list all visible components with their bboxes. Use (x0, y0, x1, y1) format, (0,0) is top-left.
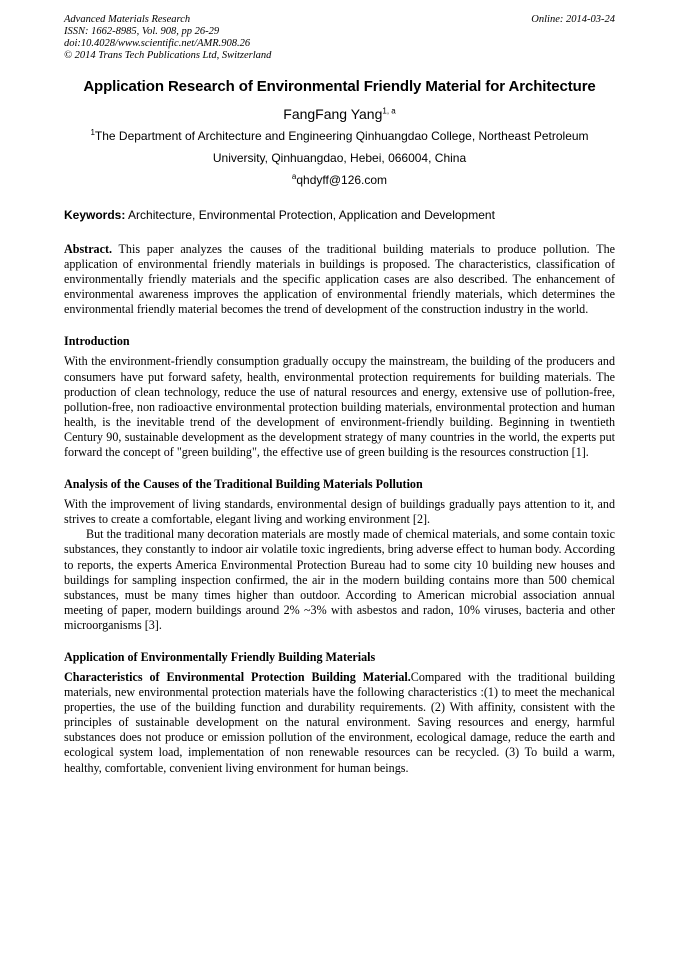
online-date: Online: 2014-03-24 (531, 14, 615, 25)
introduction-paragraph: With the environment-friendly consumption gradually occupy the mainstream, the building of the producers and consumers have put forward safety, health, environmental protection requirements for building materials. The production of clean technology, reduce the use of natural resources and energy, extensive use of pollution-free, pollution-free, non radioactive environmental protection building materials, environmental protection and human health, is the inevitable trend of the development of environment-friendly building. Beginning in twentieth Century 90, sustainable development as the development strategy of many countries in the world, the experts put forward the concept of "green building", the effective use of green building is the resources construction [1]. (64, 354, 615, 460)
paper-title: Application Research of Environmental Friendly Material for Architecture (83, 78, 596, 95)
journal-header (64, 14, 615, 64)
abstract (64, 242, 615, 317)
affiliation-line-2: University, Qinhuangdao, Hebei, 066004, China (212, 151, 467, 165)
email-line (64, 171, 615, 189)
characteristics-paragraph (64, 670, 615, 776)
author-name: FangFang Yang (283, 106, 383, 122)
abstract-label: Abstract. (64, 242, 113, 256)
abstract-text: This paper analyzes the causes of the traditional building materials to produce pollution. The application of environmental friendly materials in buildings is proposed. The characteristics, classification of environmentally friendly materials and the specific application cases are also described. The enhancement of environmental awareness improves the application of environmental friendly materials, which determines the environmental friendly material becomes the trend of development of the construction industry in the world. (64, 242, 615, 317)
email-address: qhdyff@126.com (296, 173, 388, 187)
author-line (64, 105, 615, 123)
affiliation-line-1 (64, 125, 615, 147)
characteristics-label: Characteristics of Environmental Protection Building Material. (64, 669, 411, 684)
section-heading-introduction: Introduction (64, 334, 130, 349)
doi-line: doi:10.4028/www.scientific.net/AMR.908.26 (64, 38, 251, 49)
email-superscript: a (291, 172, 297, 181)
keywords (64, 207, 615, 223)
section-heading-application: Application of Environmentally Friendly Building Materials (64, 649, 376, 664)
affiliation-superscript: 1 (90, 128, 95, 137)
section-heading-causes: Analysis of the Causes of the Traditional Building Materials Pollution (64, 477, 423, 492)
journal-name: Advanced Materials Research (64, 14, 191, 25)
causes-paragraph-1: With the improvement of living standards, environmental design of buildings gradually pays attention to it, and strives to create a comfortable, elegant living and working environment [2]. (64, 497, 615, 527)
paper-page (64, 14, 615, 776)
characteristics-text: Compared with the traditional building materials, new environmental protection materials have the following characteristics :(1) to meet the mechanical properties, the use of the building function and durability requirements. (2) With affinity, consistent with the principles of sustainable development on the natural environment. Saving resources and energy, harmful substances does not produce or emission pollution of the environment, ecological damage, reduce the earth and ecological system load, implementation of non renewable resources can be recycled. (3) To build a warm, healthy, comfortable, convenient living environment for human beings. (64, 669, 616, 775)
keywords-text: Architecture, Environmental Protection, Application and Development (125, 208, 495, 222)
keywords-label: Keywords: (64, 208, 126, 222)
issn-line: ISSN: 1662-8985, Vol. 908, pp 26-29 (64, 26, 220, 37)
causes-paragraph-2: But the traditional many decoration materials are mostly made of chemical materials, and some contain toxic substances, they constantly to indoor air volatile toxic ingredients, bring adverse effect to human body. According to reports, the experts America Environmental Protection Bureau had to some city 10 building new houses and buildings for sampling inspection confirmed, the air in the modern building contains more than 500 chemical substances, must be many times higher than outdoor. According to American microbial association annual meeting of paper, modern buildings around 2% ~3% with asbestos and radon, 10% viruses, bacteria and other microorganisms [3]. (64, 527, 615, 632)
author-superscript: 1, a (382, 106, 396, 116)
copyright-line: © 2014 Trans Tech Publications Ltd, Switzerland (64, 50, 272, 61)
affiliation (64, 125, 615, 169)
affiliation-text-1: The Department of Architecture and Engineering Qinhuangdao College, Northeast Petroleum (94, 129, 589, 143)
